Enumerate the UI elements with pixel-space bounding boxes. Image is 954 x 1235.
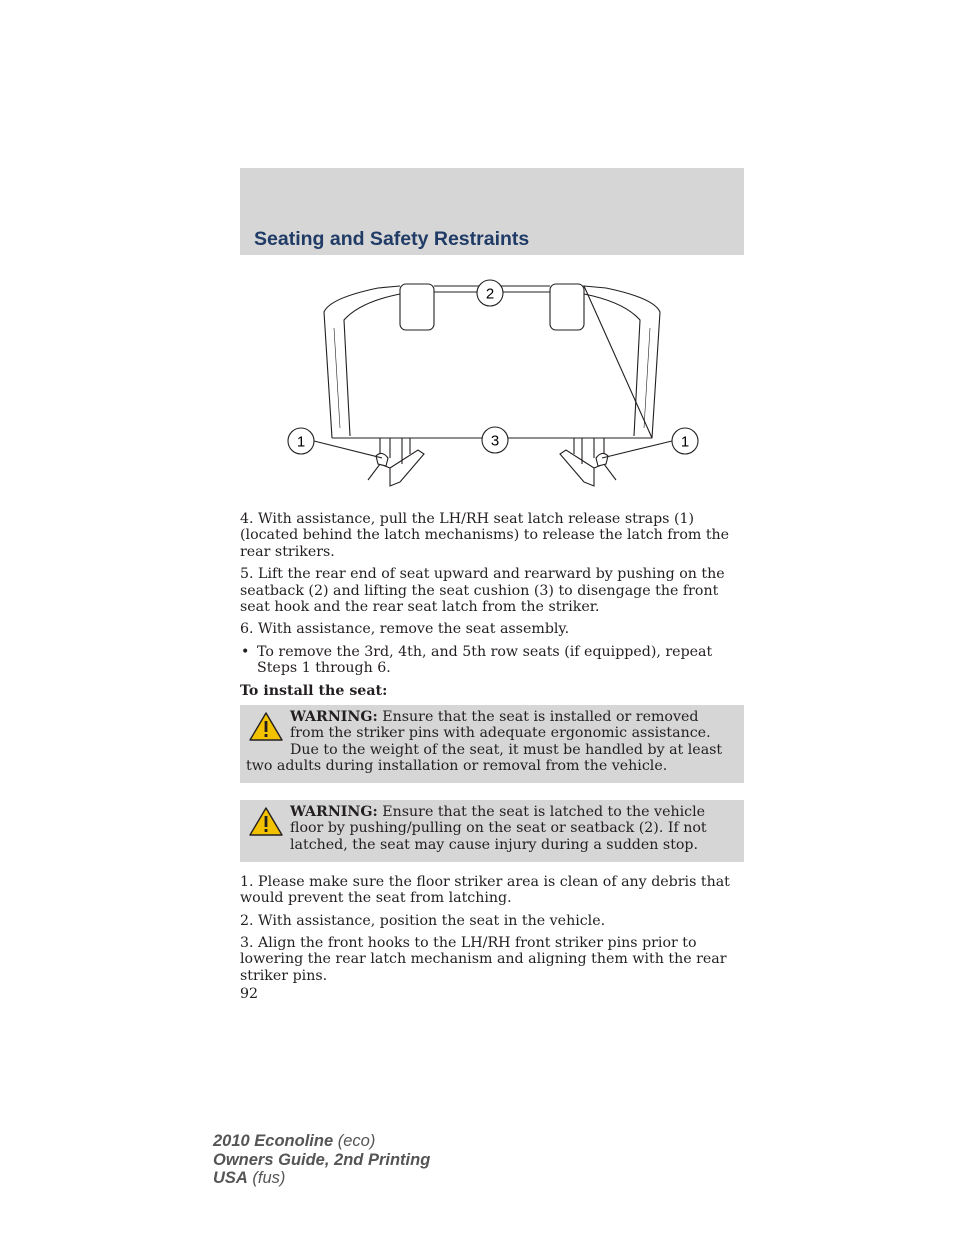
section-header-band — [240, 168, 744, 255]
bullet-mark: • — [241, 643, 250, 660]
warning-text: Ensure that the seat is installed or removed from the striker pins with adequate ergonomic assistance. Due to the weight of the seat, it must be handled by at least two adults during installation or removal from the vehicle. — [246, 709, 723, 775]
install-step-3: 3. Align the front hooks to the LH/RH front striker pins prior to lowering the rear latch mechanism and aligning them with the rear striker pins. — [240, 934, 727, 984]
callout-1-right — [672, 428, 698, 454]
page-content — [240, 511, 744, 1003]
section-title: Seating and Safety Restraints — [254, 228, 530, 250]
step-5: 5. Lift the rear end of seat upward and rearward by pushing on the seatback (2) and lifting the seat cushion (3) to disengage the front seat hook and the rear seat latch from the striker. — [240, 566, 725, 616]
footer-model-code: (eco) — [333, 1132, 376, 1150]
footer-region-code: (fus) — [247, 1169, 286, 1187]
install-heading: To install the seat: — [240, 682, 388, 699]
footer-model-line — [213, 1132, 430, 1151]
warning-triangle-icon — [246, 709, 286, 743]
warning-label: WARNING: — [290, 709, 378, 726]
page-number: 92 — [240, 986, 259, 1003]
warning-text: Ensure that the seat is latched to the vehicle floor by pushing/pulling on the seat or seatback (2). If not latched, the seat may cause injury during a sudden stop. — [290, 803, 707, 853]
install-step-2: 2. With assistance, position the seat in the vehicle. — [240, 912, 606, 929]
seatback-inner-panel — [344, 292, 640, 436]
warning-triangle-icon — [246, 804, 286, 838]
document-footer — [213, 1132, 430, 1188]
seat-removal-illustration — [240, 268, 744, 500]
callout-2 — [477, 280, 503, 306]
svg-text:1: 1 — [680, 433, 690, 451]
footer-region: USA — [213, 1169, 248, 1187]
seatback-outline — [324, 286, 660, 438]
bullet-text: To remove the 3rd, 4th, and 5th row seats (if equipped), repeat Steps 1 through 6. — [257, 643, 713, 677]
svg-text:3: 3 — [490, 432, 500, 450]
bullet-item — [240, 644, 744, 677]
step-4: 4. With assistance, pull the LH/RH seat latch release straps (1) (located behind the latch mechanisms) to release the latch from the rear strikers. — [240, 511, 730, 560]
footer-model: 2010 Econoline — [213, 1132, 334, 1150]
headrest-right — [550, 284, 584, 330]
step-6: 6. With assistance, remove the seat assembly. — [240, 621, 570, 638]
install-step-1: 1. Please make sure the floor striker area is clean of any debris that would prevent the seat from latching. — [240, 873, 730, 907]
svg-text:1: 1 — [296, 433, 306, 451]
callout-1-left — [288, 428, 314, 454]
callout-3 — [482, 427, 508, 453]
footer-region-line — [213, 1169, 430, 1188]
warning-box-latched — [240, 800, 744, 862]
headrest-left — [400, 284, 434, 330]
warning-box-ergonomic — [240, 705, 744, 783]
svg-text:2: 2 — [485, 285, 495, 303]
warning-label: WARNING: — [290, 803, 378, 820]
footer-guide: Owners Guide, 2nd Printing — [213, 1150, 431, 1169]
